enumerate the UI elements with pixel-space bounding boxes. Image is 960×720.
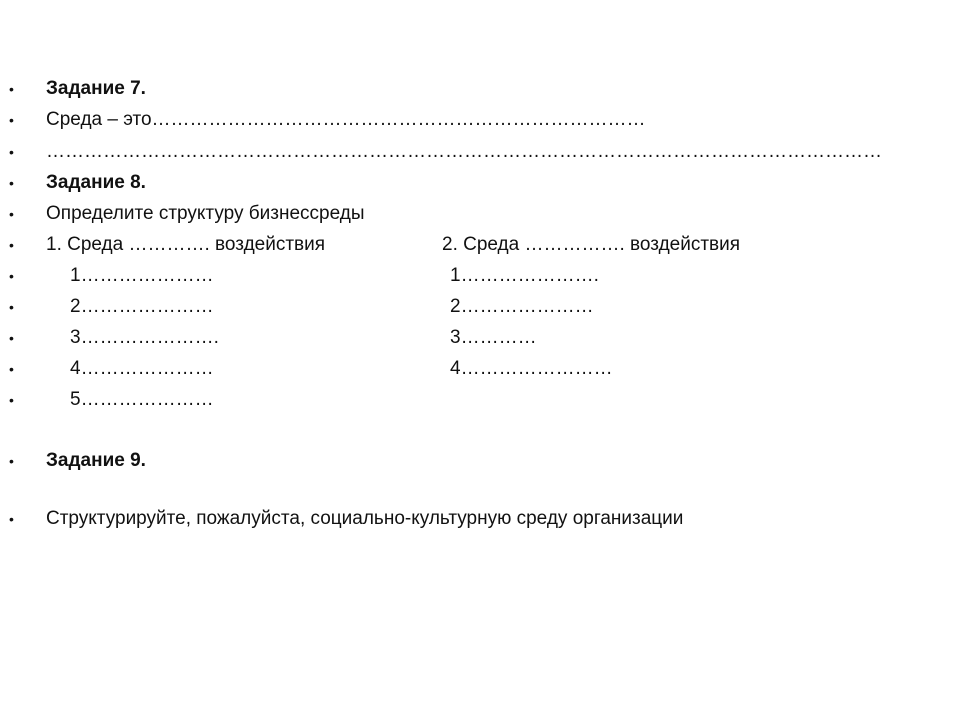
env2-header: 2. Среда ……………. воздействия <box>442 234 741 255</box>
task7-definition: Среда – это…………………………………………………………………… <box>46 109 646 130</box>
env2-item: 2………………… <box>450 296 594 317</box>
env1-item: 2………………… <box>70 296 214 317</box>
bullet-icon: • <box>9 453 14 469</box>
bullet-icon: • <box>9 330 14 346</box>
bullet-icon: • <box>9 392 14 408</box>
list-item-task7-definition <box>0 105 960 135</box>
env2-item: 4…………………… <box>450 358 613 379</box>
bullet-icon: • <box>9 206 14 222</box>
list-item-env-row-3 <box>0 323 960 353</box>
task7-title: Задание 7. <box>46 78 146 99</box>
list-item-env-row-1 <box>0 261 960 291</box>
env1-item: 1………………… <box>70 265 214 286</box>
bullet-icon: • <box>9 299 14 315</box>
bullet-icon: • <box>9 81 14 97</box>
task9-title: Задание 9. <box>46 450 146 471</box>
bullet-icon: • <box>9 361 14 377</box>
env1-header: 1. Среда …………. воздействия <box>46 234 326 255</box>
list-item-env-row-5 <box>0 385 960 415</box>
task9-instruction: Структурируйте, пожалуйста, социально-культурную среду организации <box>46 508 684 529</box>
list-item-task7-continuation <box>0 137 960 167</box>
list-item-task9-instruction <box>0 504 960 534</box>
list-item-task7-title <box>0 74 960 104</box>
env2-item: 3………… <box>450 327 537 348</box>
list-item-task8-title <box>0 168 960 198</box>
list-item-task9-title <box>0 446 960 476</box>
task7-continuation: …………………………………………………………………………………………………………………… <box>46 141 882 162</box>
list-item-task8-instruction <box>0 199 960 229</box>
bullet-icon: • <box>9 175 14 191</box>
env1-item: 5………………… <box>70 389 214 410</box>
env1-item: 4………………… <box>70 358 214 379</box>
env1-item: 3…………………. <box>70 327 219 348</box>
list-item-env-row-4 <box>0 354 960 384</box>
task8-instruction: Определите структуру бизнессреды <box>46 203 365 224</box>
task8-title: Задание 8. <box>46 172 146 193</box>
bullet-icon: • <box>9 511 14 527</box>
list-item-env-headers <box>0 230 960 260</box>
bullet-icon: • <box>9 112 14 128</box>
bullet-icon: • <box>9 237 14 253</box>
list-item-env-row-2 <box>0 292 960 322</box>
env2-item: 1…………………. <box>450 265 599 286</box>
bullet-icon: • <box>9 144 14 160</box>
bullet-icon: • <box>9 268 14 284</box>
